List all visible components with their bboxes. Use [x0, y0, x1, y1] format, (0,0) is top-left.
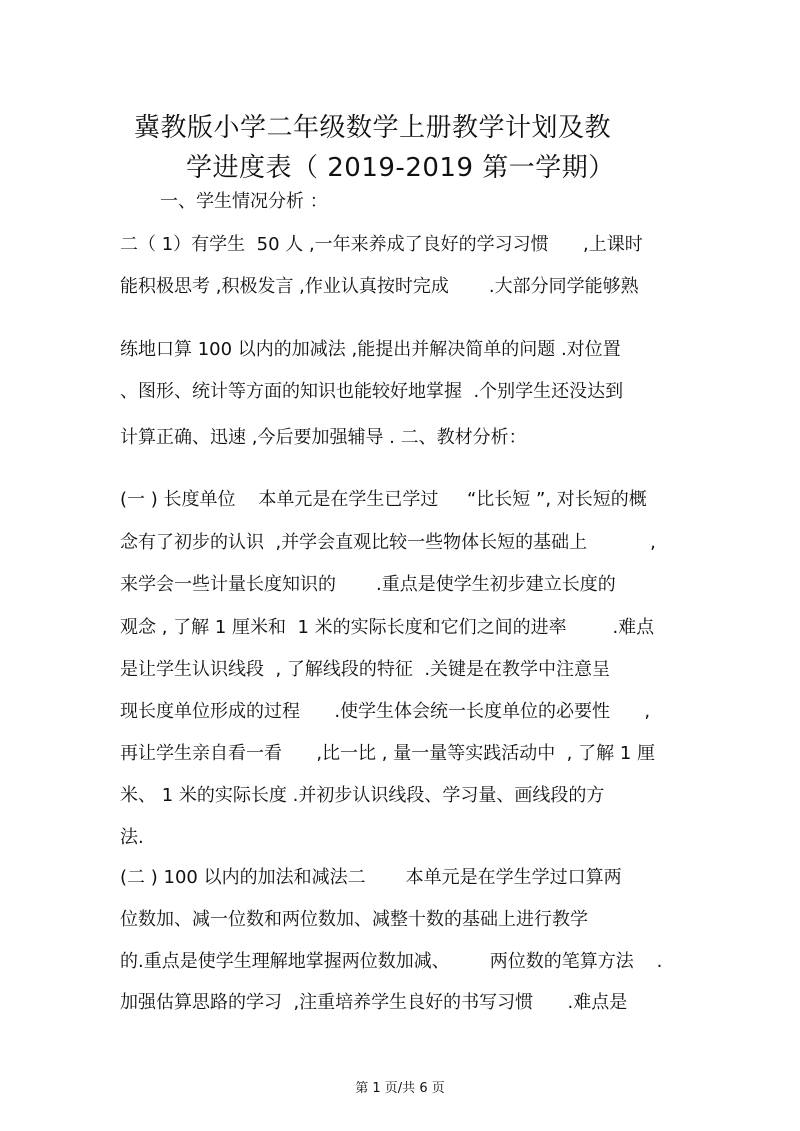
body-line: 练地口算 100 以内的加减法 ,能提出并解决简单的问题 .对位置	[120, 339, 621, 360]
section-heading-student-analysis: 一、学生情况分析 ：	[160, 191, 328, 212]
body-line: 的.重点是使学生理解地掌握两位数加减、 两位数的笔算方法 .	[120, 951, 663, 972]
body-line: 计算正确、迅速 ,今后要加强辅导 . 二、教材分析：	[120, 427, 527, 448]
body-line: (一 ) 长度单位 本单元是在学生已学过 “比长短 ”, 对长短的概	[120, 489, 647, 510]
body-line: 再让学生亲自看一看 ,比一比 , 量一量等实践活动中 , 了解 1 厘	[120, 743, 655, 764]
body-line: 米、 1 米的实际长度 .并初步认识线段、学习量、画线段的方	[120, 785, 605, 806]
body-line: 法.	[120, 827, 144, 848]
page-footer: 第 1 页/共 6 页	[355, 1081, 445, 1096]
body-line: 念有了初步的认识 ,并学会直观比较一些物体长短的基础上 ,	[120, 532, 656, 553]
body-line: 、图形、统计等方面的知识也能较好地掌握 .个别学生还没达到	[120, 381, 624, 402]
body-line: 是让学生认识线段 , 了解线段的特征 .关键是在教学中注意呈	[120, 659, 611, 680]
document-title-line-2: 学进度表（ 2019-2019 第一学期）	[186, 153, 615, 183]
body-line: 二（ 1）有学生 50 人 ,一年来养成了良好的学习习惯 ,上课时	[120, 234, 643, 255]
body-line: 现长度单位形成的过程 .使学生体会统一长度单位的必要性 ,	[120, 701, 651, 722]
document-title-line-1: 冀教版小学二年级数学上册教学计划及教	[134, 113, 612, 143]
body-line: (二 ) 100 以内的加法和减法二 本单元是在学生学过口算两	[120, 867, 622, 888]
body-line: 能积极思考 ,积极发言 ,作业认真按时完成 .大部分同学能够熟	[120, 276, 639, 297]
body-line: 加强估算思路的学习 ,注重培养学生良好的书写习惯 .难点是	[120, 992, 628, 1013]
body-line: 位数加、减一位数和两位数加、减整十数的基础上进行教学	[120, 909, 588, 930]
body-line: 来学会一些计量长度知识的 .重点是使学生初步建立长度的	[120, 574, 616, 595]
body-line: 观念 , 了解 1 厘米和 1 米的实际长度和它们之间的进率 .难点	[120, 617, 655, 638]
